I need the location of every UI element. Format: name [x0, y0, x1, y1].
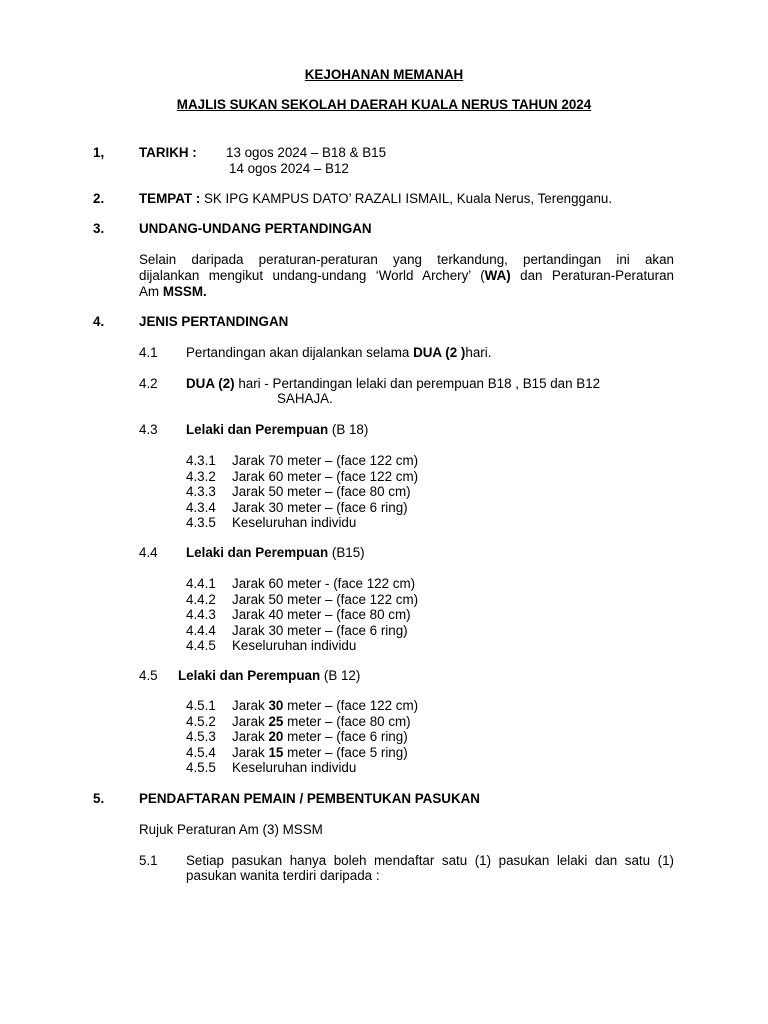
list-item-distance: 30: [268, 698, 284, 713]
item-4-2-number: 4.2: [139, 376, 158, 391]
list-item: Jarak 40 meter – (face 80 cm): [232, 607, 411, 622]
list-item-post: meter – (face 122 cm): [283, 698, 419, 713]
section-4-number: 4.: [93, 314, 105, 329]
list-item-pre: Jarak: [232, 713, 269, 729]
venue-text: SK IPG KAMPUS DATO’ RAZALI ISMAIL, Kuala Nerus, Terengganu.: [200, 191, 613, 206]
list-item-number: 4.3.2: [186, 468, 216, 484]
list-item: [232, 729, 408, 745]
item-5-1-number: 5.1: [139, 853, 158, 868]
list-item: Jarak 50 meter – (face 80 cm): [232, 484, 411, 499]
list-item: Jarak 60 meter - (face 122 cm): [232, 576, 416, 591]
rules-text-am: Am: [139, 284, 163, 299]
section-5-number: 5.: [93, 791, 105, 806]
item-4-4-b: (B15): [328, 545, 365, 560]
section-1-label: TARIKH :: [139, 145, 197, 160]
item-4-5-a: Lelaki dan Perempuan: [178, 668, 321, 683]
list-item-number: 4.3.4: [186, 499, 216, 515]
list-item: [232, 745, 408, 761]
section-2-line: [139, 191, 612, 207]
list-item: Jarak 30 meter – (face 6 ring): [232, 499, 408, 515]
rules-paragraph-line-3: [139, 284, 207, 300]
list-item: Keseluruhan individu: [232, 515, 357, 530]
item-4-5-number: 4.5: [139, 668, 158, 683]
list-item-pre: Jarak: [232, 744, 269, 760]
rules-text-a: dijalankan mengikut undang-undang ‘World Archery’ (: [139, 268, 485, 283]
item-5-1-line-2: pasukan wanita terdiri daripada :: [186, 868, 380, 883]
list-item-number: 4.4.4: [186, 622, 216, 638]
list-item-number: 4.3.1: [186, 453, 216, 468]
item-4-3-heading: [186, 422, 368, 438]
rules-text-wa: WA): [484, 268, 511, 283]
list-item-number: 4.5.5: [186, 760, 216, 775]
list-item: Jarak 70 meter – (face 122 cm): [232, 453, 419, 468]
list-item-number: 4.4.3: [186, 607, 216, 622]
rules-paragraph-line-1: Selain daripada peraturan-peraturan yang terkandung, pertandingan ini akan: [139, 252, 674, 267]
list-item-pre: Keseluruhan individu: [232, 760, 357, 775]
item-5-1-line-1: Setiap pasukan hanya boleh mendaftar satu (1) pasukan lelaki dan satu (1): [186, 853, 674, 868]
section-2-label: TEMPAT :: [139, 191, 201, 206]
section-5-reference: Rujuk Peraturan Am (3) MSSM: [139, 822, 323, 837]
rules-text-c: dan Peraturan-Peraturan: [510, 268, 674, 283]
list-item-pre: Jarak: [232, 698, 269, 713]
item-4-1-c: hari.: [465, 345, 492, 360]
item-4-2-text: [186, 376, 600, 392]
list-item-number: 4.4.1: [186, 576, 216, 591]
list-item-distance: 20: [268, 729, 284, 744]
section-3-heading: UNDANG-UNDANG PERTANDINGAN: [139, 221, 372, 236]
item-4-1-number: 4.1: [139, 345, 158, 360]
item-4-1-text: [186, 345, 491, 361]
section-2-number: 2.: [93, 191, 105, 206]
date-line-1: 13 ogos 2024 – B18 & B15: [226, 145, 387, 160]
list-item-number: 4.3.3: [186, 484, 216, 499]
rules-paragraph-line-2: [139, 268, 674, 284]
list-item: [232, 760, 356, 776]
rules-text-mssm: MSSM.: [162, 284, 207, 299]
list-item-post: meter – (face 5 ring): [283, 744, 408, 760]
list-item-pre: Jarak: [232, 729, 269, 744]
date-line-2: 14 ogos 2024 – B12: [229, 161, 349, 176]
item-4-4-number: 4.4: [139, 545, 158, 560]
list-item-number: 4.5.2: [186, 713, 216, 729]
item-4-1-a: Pertandingan akan dijalankan selama: [186, 345, 414, 360]
list-item: [232, 698, 418, 714]
doc-title: KEJOHANAN MEMANAH: [304, 67, 464, 82]
item-4-1-b: DUA (2 ): [413, 345, 466, 360]
section-4-heading: JENIS PERTANDINGAN: [139, 314, 289, 329]
item-4-2-a: DUA (2): [186, 376, 235, 391]
list-item-post: meter – (face 80 cm): [283, 713, 411, 729]
list-item-post: meter – (face 6 ring): [283, 729, 408, 744]
list-item: Jarak 50 meter – (face 122 cm): [232, 591, 419, 607]
item-4-4-heading: [186, 545, 365, 561]
item-4-3-a: Lelaki dan Perempuan: [186, 422, 329, 437]
item-4-5-b: (B 12): [320, 668, 361, 683]
list-item: Keseluruhan individu: [232, 638, 357, 653]
list-item-number: 4.5.1: [186, 698, 216, 713]
list-item: [232, 714, 411, 730]
section-1-number: 1,: [93, 145, 105, 160]
list-item-number: 4.4.2: [186, 591, 216, 607]
section-3-number: 3.: [93, 221, 105, 236]
item-4-3-b: (B 18): [328, 422, 369, 437]
list-item-distance: 25: [268, 713, 284, 729]
list-item-distance: 15: [268, 744, 284, 760]
item-4-2-b: hari - Pertandingan lelaki dan perempuan B18 , B15 dan B12: [234, 376, 601, 391]
item-4-5-heading: [178, 668, 360, 684]
list-item-number: 4.5.4: [186, 744, 216, 760]
item-4-3-number: 4.3: [139, 422, 158, 437]
item-4-2-continuation: SAHAJA.: [277, 391, 333, 406]
list-item: Jarak 30 meter – (face 6 ring): [232, 622, 408, 638]
item-4-4-a: Lelaki dan Perempuan: [186, 545, 329, 560]
list-item: Jarak 60 meter – (face 122 cm): [232, 468, 419, 484]
section-5-heading: PENDAFTARAN PEMAIN / PEMBENTUKAN PASUKAN: [139, 791, 480, 806]
list-item-number: 4.5.3: [186, 729, 216, 744]
doc-subtitle: MAJLIS SUKAN SEKOLAH DAERAH KUALA NERUS TAHUN 2024: [176, 97, 592, 112]
list-item-number: 4.3.5: [186, 515, 216, 530]
list-item-number: 4.4.5: [186, 638, 216, 653]
